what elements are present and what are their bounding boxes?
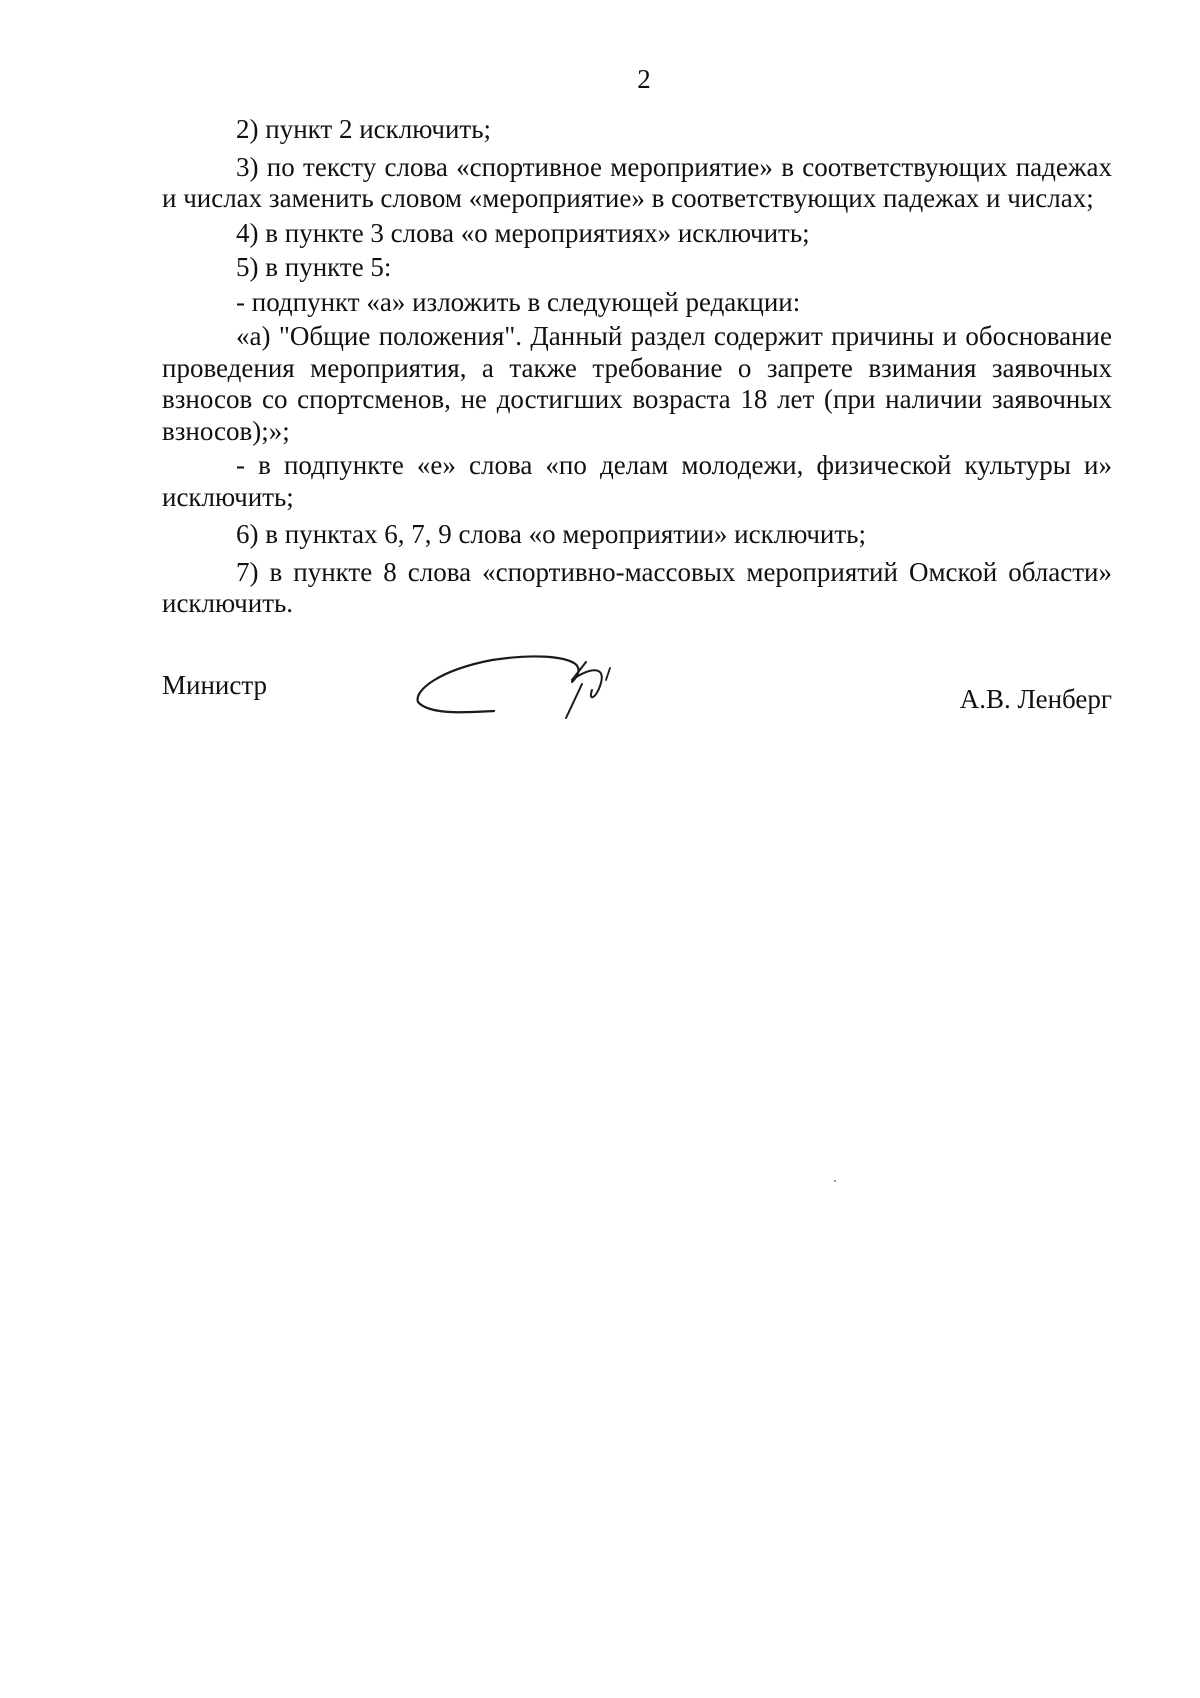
paragraph-item-3: 3) по тексту слова «спортивное мероприятие» в соответствующих падежах и числах заменить словом «мероприятие» в соответствующих падежах и числах;: [162, 151, 1112, 213]
page-number: 2: [637, 64, 651, 94]
paragraph-item-4: 4) в пункте 3 слова «о мероприятиях» исключить;: [236, 217, 810, 248]
paragraph-subitem-e: - в подпункте «е» слова «по делам молодежи, физической культуры и» исключить;: [162, 450, 1112, 512]
handwritten-signature-icon: [412, 650, 652, 740]
paragraph-subitem-a-text: «а) "Общие положения". Данный раздел содержит причины и обоснование проведения мероприятия, а также требование о запрете взимания заявочных взносов со спортсменов, не достигших возраста 18 лет (при наличии заявочных взносов);»;: [162, 321, 1112, 446]
paragraph-item-5: 5) в пункте 5:: [236, 252, 392, 282]
signature-block: [162, 650, 1112, 740]
paragraph-item-6: 6) в пунктах 6, 7, 9 слова «о мероприятии» исключить;: [236, 519, 866, 549]
scan-speck: [834, 1180, 836, 1182]
paragraph-item-7: 7) в пункте 8 слова «спортивно-массовых мероприятий Омской области» исключить.: [162, 556, 1112, 618]
paragraph-item-2: 2) пункт 2 исключить;: [236, 114, 492, 144]
signatory-title: Министр: [162, 670, 267, 700]
document-body: [162, 114, 1112, 620]
signatory-name: А.В. Ленберг: [959, 684, 1112, 714]
paragraph-subitem-a: - подпункт «а» изложить в следующей редакции:: [236, 286, 801, 317]
